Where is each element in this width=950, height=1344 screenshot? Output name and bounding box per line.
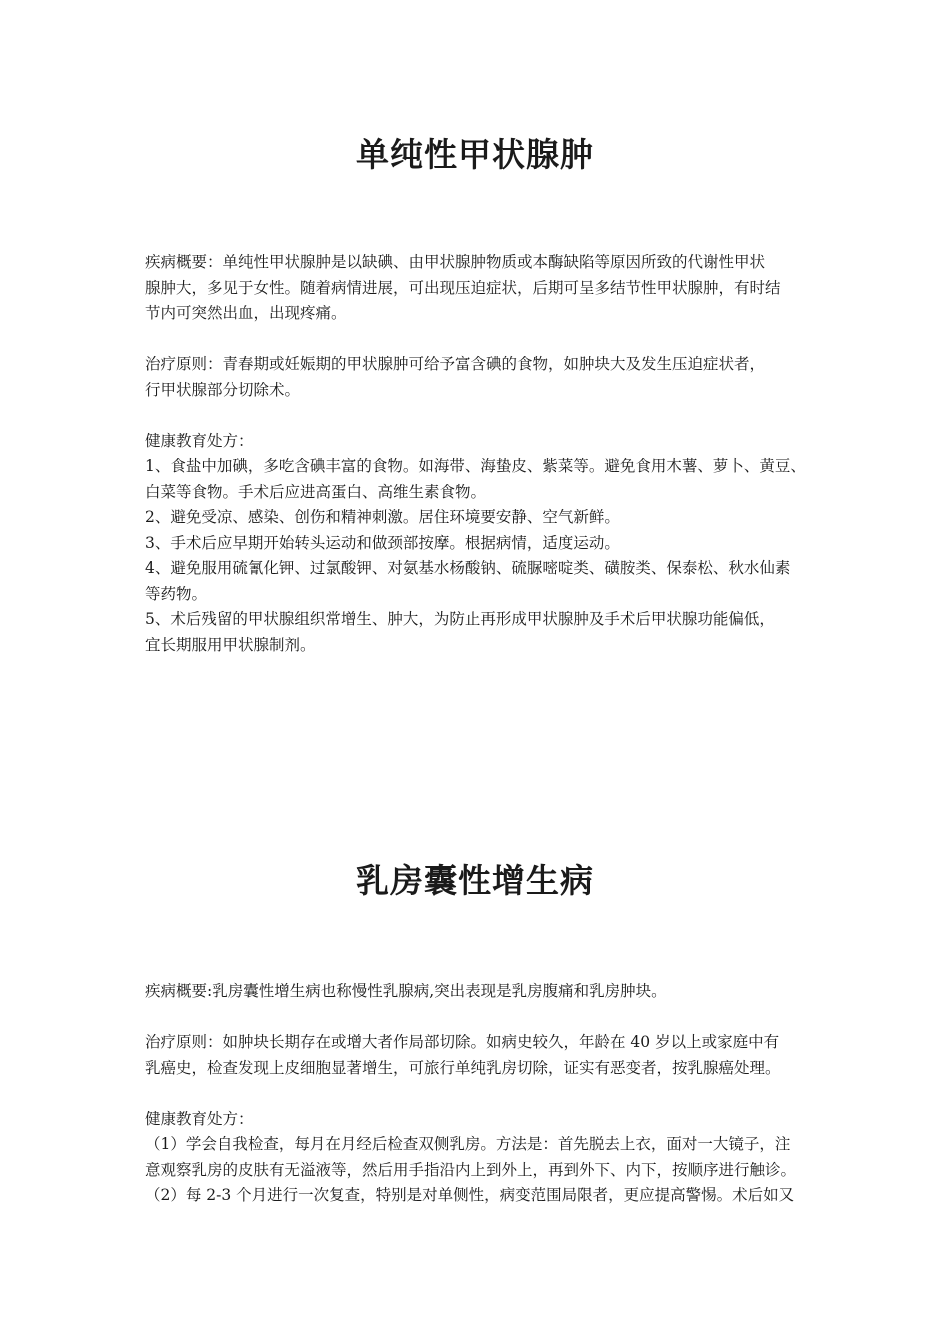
section2-title: 乳房囊性增生病: [356, 861, 594, 900]
section2-overview: [145, 979, 815, 1005]
paragraph-gap: [145, 1081, 815, 1107]
text-line: 白菜等食物。手术后应进高蛋白、高维生素食物。: [145, 482, 487, 501]
section1-treatment: [145, 352, 815, 403]
text-line: （2）每 2-3 个月进行一次复查，特别是对单侧性，病变范围局限者，更应提高警惕。术后如又: [145, 1186, 795, 1204]
text-line: 乳癌史，检查发现上皮细胞显著增生，可旅行单纯乳房切除，证实有恶变者，按乳腺癌处理。: [145, 1058, 781, 1077]
text-line: 疾病概要：单纯性甲状腺肿是以缺碘、由甲状腺肿物质或本酶缺陷等原因所致的代谢性甲状: [145, 253, 766, 271]
section2-treatment: [145, 1030, 815, 1081]
text-line: 宜长期服用甲状腺制剂。: [145, 635, 316, 654]
text-line: 腺肿大，多见于女性。随着病情进展，可出现压迫症状，后期可呈多结节性甲状腺肿，有时结: [145, 278, 781, 297]
section2-body: [145, 979, 815, 1209]
section1-overview: [145, 250, 815, 327]
text-line: 3、手术后应早期开始转头运动和做颈部按摩。根据病情，适度运动。: [145, 533, 620, 552]
text-line: 4、避免服用硫氰化钾、过氯酸钾、对氨基水杨酸钠、硫脲嘧啶类、磺胺类、保泰松、秋水仙素: [145, 559, 791, 577]
section1-body: [145, 250, 815, 658]
text-line: （1）学会自我检查，每月在月经后检查双侧乳房。方法是：首先脱去上衣，面对一大镜子，注: [145, 1135, 791, 1153]
text-line: 治疗原则：如肿块长期存在或增大者作局部切除。如病史较久，年龄在 40 岁以上或家庭中有: [145, 1033, 780, 1051]
text-line: 5、术后残留的甲状腺组织常增生、肿大，为防止再形成甲状腺肿及手术后甲状腺功能偏低，: [145, 610, 775, 628]
text-line: 意观察乳房的皮肤有无溢液等，然后用手指沿内上到外上，再到外下、内下，按顺序进行触诊。: [145, 1160, 797, 1179]
education-heading: 健康教育处方：: [145, 431, 254, 450]
text-line: 2、避免受凉、感染、创伤和精神刺激。居住环境要安静、空气新鲜。: [145, 508, 620, 526]
text-line: 行甲状腺部分切除术。: [145, 380, 301, 399]
text-line: 疾病概要:乳房囊性增生病也称慢性乳腺病,突出表现是乳房腹痛和乳房肿块。: [145, 982, 667, 1000]
text-line: 1、食盐中加碘，多吃含碘丰富的食物。如海带、海蛰皮、紫菜等。避免食用木薯、萝卜、黄豆、: [145, 457, 806, 475]
paragraph-gap: [145, 1005, 815, 1031]
text-line: 等药物。: [145, 584, 208, 603]
paragraph-gap: [145, 327, 815, 353]
text-line: 节内可突然出血，出现疼痛。: [145, 304, 347, 322]
section2-education: [145, 1107, 815, 1209]
text-line: 治疗原则：青春期或妊娠期的甲状腺肿可给予富含碘的食物，如肿块大及发生压迫症状者，: [145, 355, 766, 373]
education-heading: 健康教育处方：: [145, 1109, 254, 1128]
paragraph-gap: [145, 403, 815, 429]
section1-education: [145, 429, 815, 659]
section1-title: 单纯性甲状腺肿: [356, 135, 594, 174]
